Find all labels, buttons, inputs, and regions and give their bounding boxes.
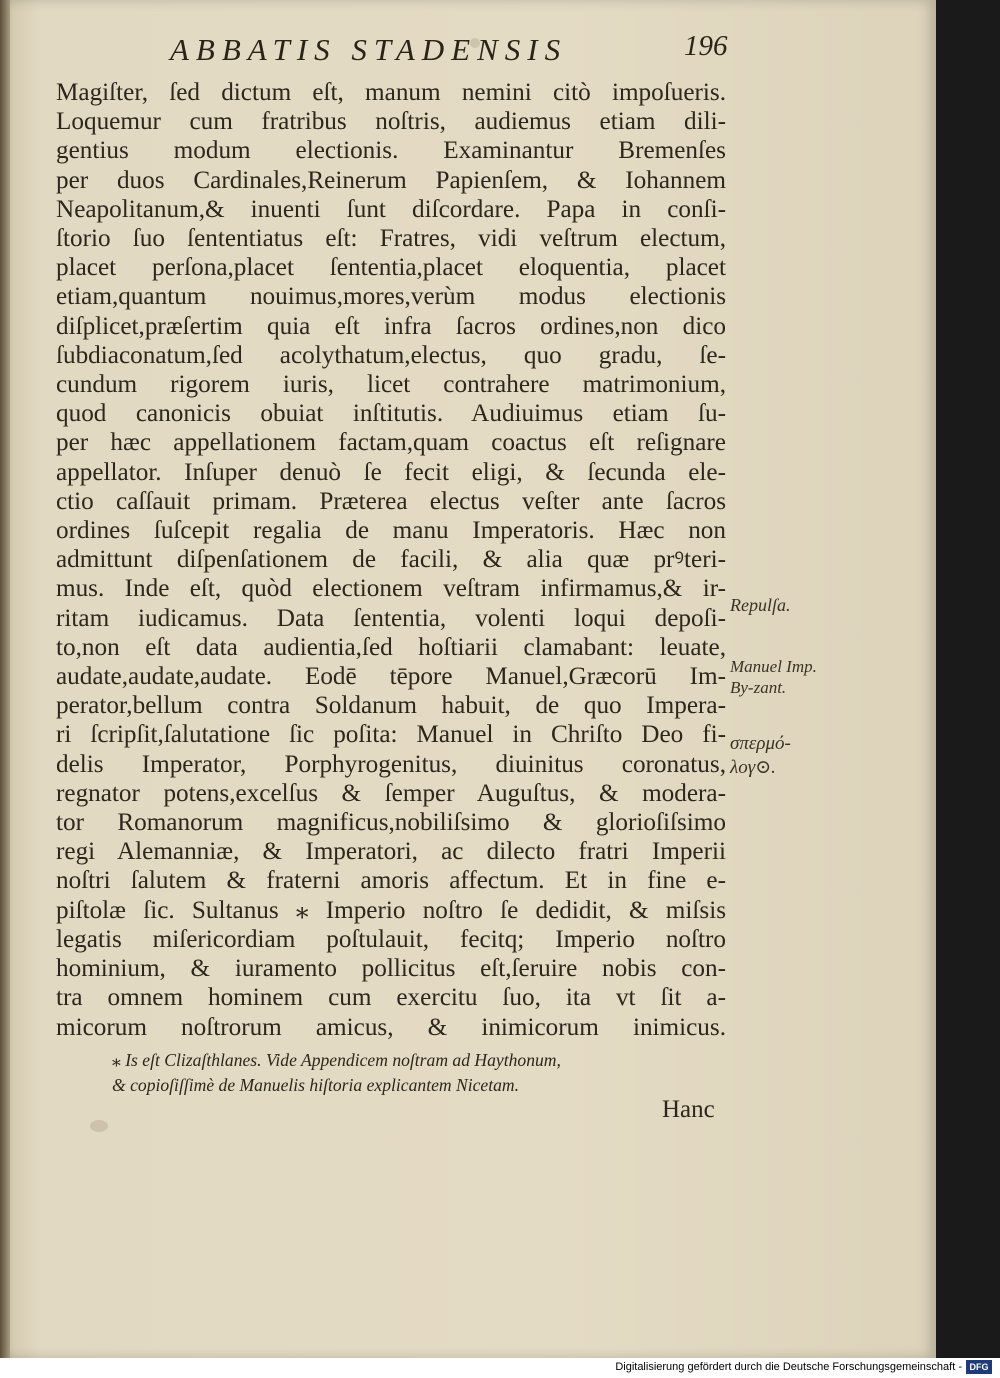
text-line: noſtri ſalutem & fraterni amoris affectum. Et in fine e- xyxy=(56,867,726,895)
text-line: cundum rigorem iuris, licet contrahere matrimonium, xyxy=(56,371,726,399)
footnote-line: ⁎ Is eſt Clizaſthlanes. Vide Appendicem noſtram ad Haythonum, xyxy=(112,1050,561,1070)
footnote-line: & copioſiſſimè de Manuelis hiſtoria explicantem Nicetam. xyxy=(112,1075,520,1095)
text-line: mus. Inde eſt, quòd electionem veſtram infirmamus,& ir- xyxy=(56,575,726,603)
text-line: per hæc appellationem factam,quam coactus eſt reſignare xyxy=(56,429,726,457)
margin-note-manuel: Manuel Imp. By-zant. xyxy=(730,657,817,697)
text-line: perator,bellum contra Soldanum habuit, de quo Impera- xyxy=(56,692,726,720)
text-line: Magiſter, ſed dictum eſt, manum nemini citò impoſueris. xyxy=(56,79,726,106)
text-line: ſubdiaconatum,ſed acolythatum,electus, quo gradu, ſe- xyxy=(56,341,726,369)
text-line: placet perſona,placet ſententia,placet eloquentia, placet xyxy=(56,254,726,282)
text-line: piſtolæ ſic. Sultanus ⁎ Imperio noſtro ſe dedidit, & miſsis xyxy=(56,896,726,924)
text-line: appellator. Inſuper denuò ſe fecit eligi, & ſecunda ele- xyxy=(56,458,726,486)
text-line: ctio caſſauit primam. Præterea electus veſter ante ſacros xyxy=(56,487,726,515)
paper-stain xyxy=(90,1120,108,1132)
text-line: legatis miſericordiam poſtulauit, fecitq; Imperio noſtro xyxy=(56,925,726,953)
text-line: regi Alemanniæ, & Imperatori, ac dilecto fratri Imperii xyxy=(56,838,726,866)
text-line: ritam iudicamus. Data ſententia, volenti loqui depoſi- xyxy=(56,604,726,632)
page-binding-edge xyxy=(0,0,10,1358)
text-line: tor Romanorum magnificus,nobiliſsimo & glorioſiſsimo xyxy=(56,809,726,837)
text-line: Neapolitanum,& inuenti ſunt diſcordare. Papa in conſi- xyxy=(56,195,726,223)
text-line: quod canonicis obuiat inſtitutis. Audiuimus etiam ſu- xyxy=(56,400,726,428)
margin-note-repulsa: Repulſa. xyxy=(730,595,791,615)
text-line: etiam,quantum nouimus,mores,verùm modus electionis xyxy=(56,283,726,311)
text-line: hominium, & iuramento pollicitus eſt,ſeruire nobis con- xyxy=(56,955,726,983)
footnote xyxy=(112,1048,732,1098)
text-line: tra omnem hominem cum exercitu ſuo, ita vt ſit a- xyxy=(56,984,726,1012)
page-header xyxy=(0,30,936,74)
margin-note-greek: σπερμό-λογ⊙. xyxy=(730,733,791,778)
text-line: micorum noſtrorum amicus, & inimicorum inimicus. xyxy=(56,1013,726,1041)
text-line: delis Imperator, Porphyrogenitus, diuinitus coronatus, xyxy=(56,750,726,778)
funding-credit: Digitalisierung gefördert durch die Deutsche Forschungsgemeinschaft - xyxy=(615,1361,962,1373)
text-line: gentius modum electionis. Examinantur Bremenſes xyxy=(56,137,726,165)
text-line: ordines ſuſcepit regalia de manu Imperatoris. Hæc non xyxy=(56,517,726,545)
footer-bar xyxy=(0,1358,1000,1378)
text-line: Loquemur cum fratribus noſtris, audiemus etiam dili- xyxy=(56,108,726,136)
text-line: admittunt diſpenſationem de facili, & alia quæ prꝰteri- xyxy=(56,546,726,574)
text-line: regnator potens,excelſus & ſemper Auguſtus, & modera- xyxy=(56,779,726,807)
running-head: ABBATIS STADENSIS xyxy=(170,32,568,67)
text-line: ri ſcripſit,ſalutatione ſic poſita: Manuel in Chriſto Deo fi- xyxy=(56,721,726,749)
text-line: ſtorio ſuo ſententiatus eſt: Fratres, vidi veſtrum electum, xyxy=(56,225,726,253)
dfg-logo: DFG xyxy=(966,1360,992,1374)
catchword: Hanc xyxy=(662,1096,715,1123)
text-line: audate,audate,audate. Eodē tēpore Manuel,Græcorū Im- xyxy=(56,663,726,691)
main-text-block xyxy=(56,78,726,1042)
page-number: 196 xyxy=(684,30,728,62)
text-line: to,non eſt data audientia,ſed hoſtiarii clamabant: leuate, xyxy=(56,633,726,661)
text-line: per duos Cardinales,Reinerum Papienſem, & Iohannem xyxy=(56,166,726,194)
text-line: diſplicet,præſertim quia eſt infra ſacros ordines,non dico xyxy=(56,312,726,340)
